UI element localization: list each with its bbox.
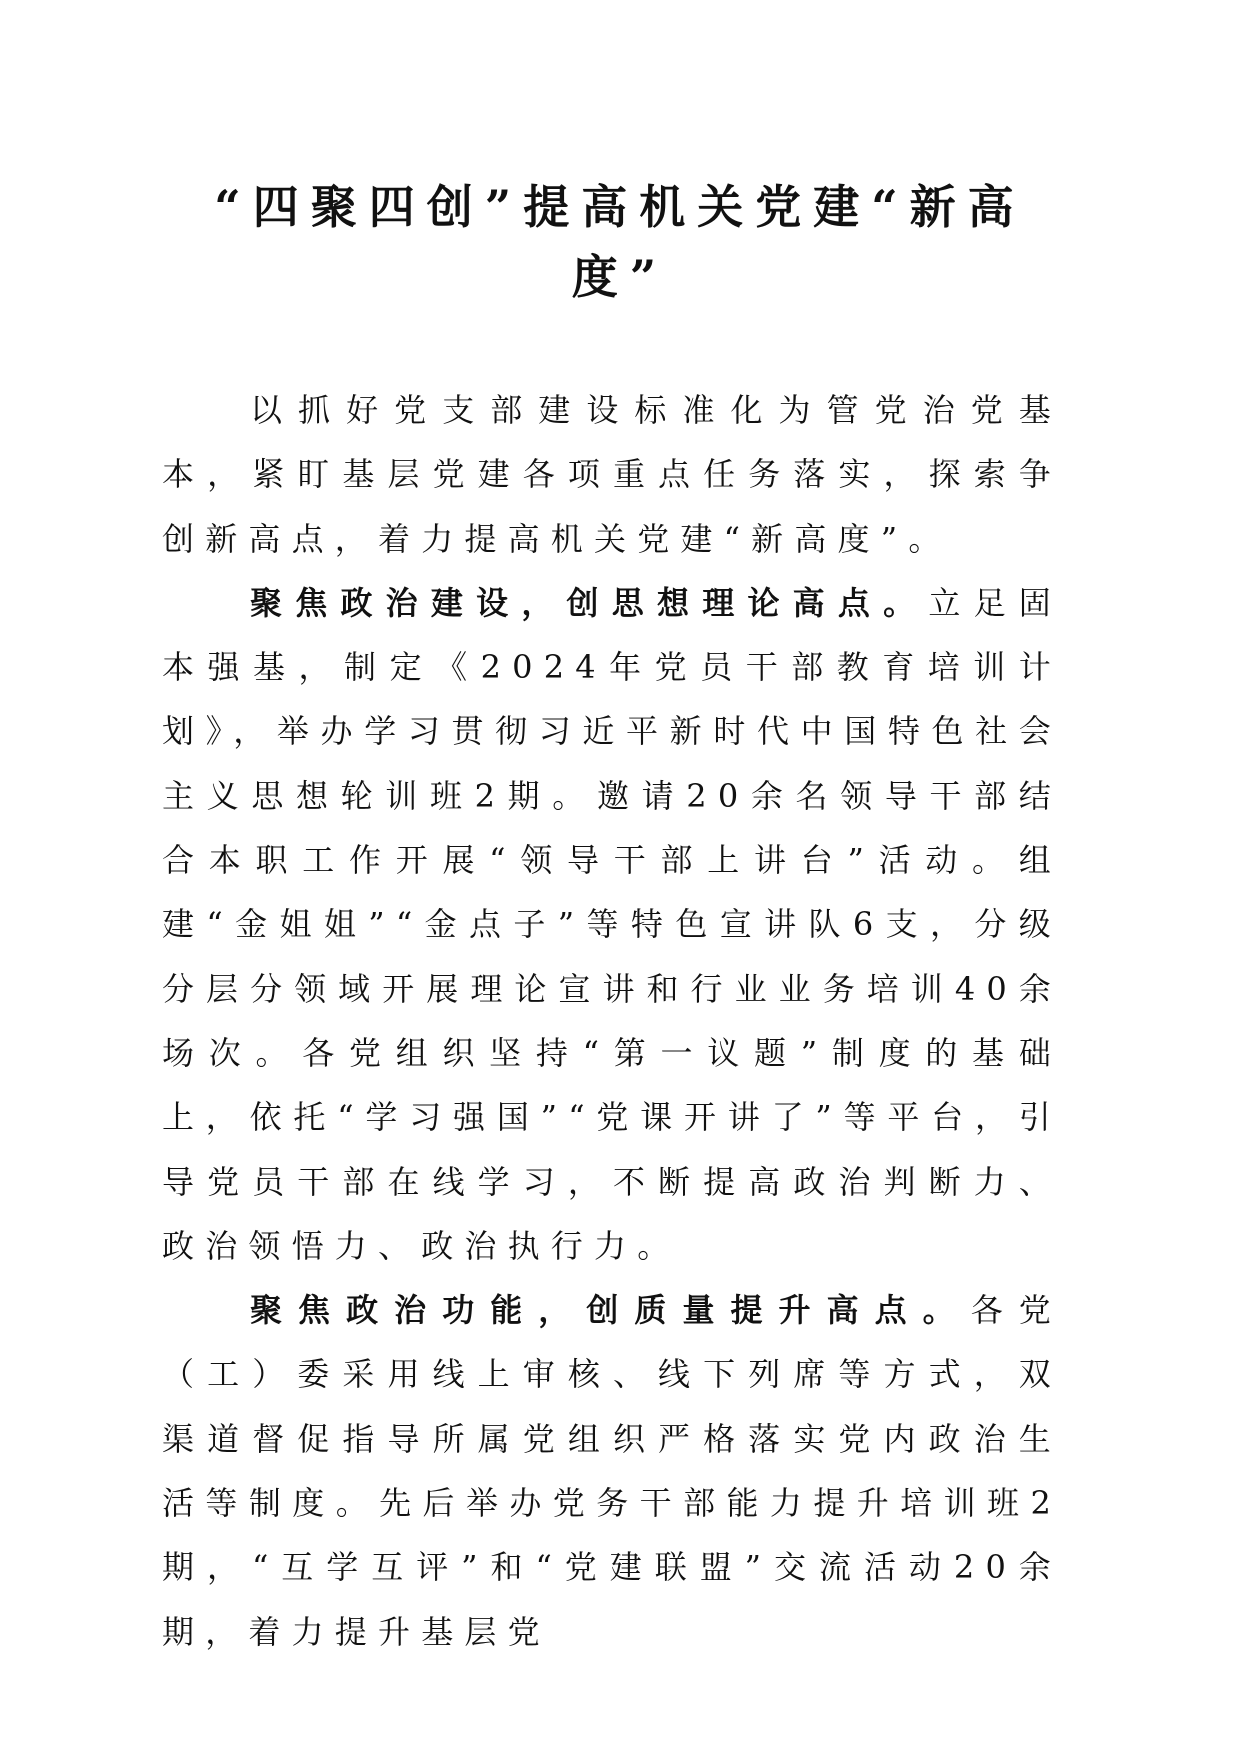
document-body [162,378,1062,1664]
section-heading-political-function: 聚焦政治功能，创质量提升高点。 [250,1291,971,1330]
section-paragraph-political-construction [162,571,1062,1278]
section-heading-political-construction: 聚焦政治建设，创思想理论高点。 [250,583,929,622]
section-paragraph-political-function [162,1278,1062,1664]
document-title: “四聚四创”提高机关党建“新高度” [214,180,1026,304]
section-text-political-construction: 立足固本强基，制定《2024年党员干部教育培训计划》，举办学习贯彻习近平新时代中国特色社会主义思想轮训班2期。邀请20余名领导干部结合本职工作开展“领导干部上讲台”活动。组建“金姐姐”“金点子”等特色宣讲队6支，分级分层分领域开展理论宣讲和行业业务培训40余场次。各党组织坚持“第一议题”制度的基础上，依托“学习强国”“党课开讲了”等平台，引导党员干部在线学习，不断提高政治判断力、政治领悟力、政治执行力。 [162,583,1062,1265]
section-text-political-function: 各党（工）委采用线上审核、线下列席等方式，双渠道督促指导所属党组织严格落实党内政治生活等制度。先后举办党务干部能力提升培训班2期，“互学互评”和“党建联盟”交流活动20余期，着力提升基层党 [162,1291,1062,1651]
intro-paragraph [162,378,1062,571]
intro-text: 以抓好党支部建设标准化为管党治党基本，紧盯基层党建各项重点任务落实，探索争创新高点，着力提高机关党建“新高度”。 [162,391,1062,558]
